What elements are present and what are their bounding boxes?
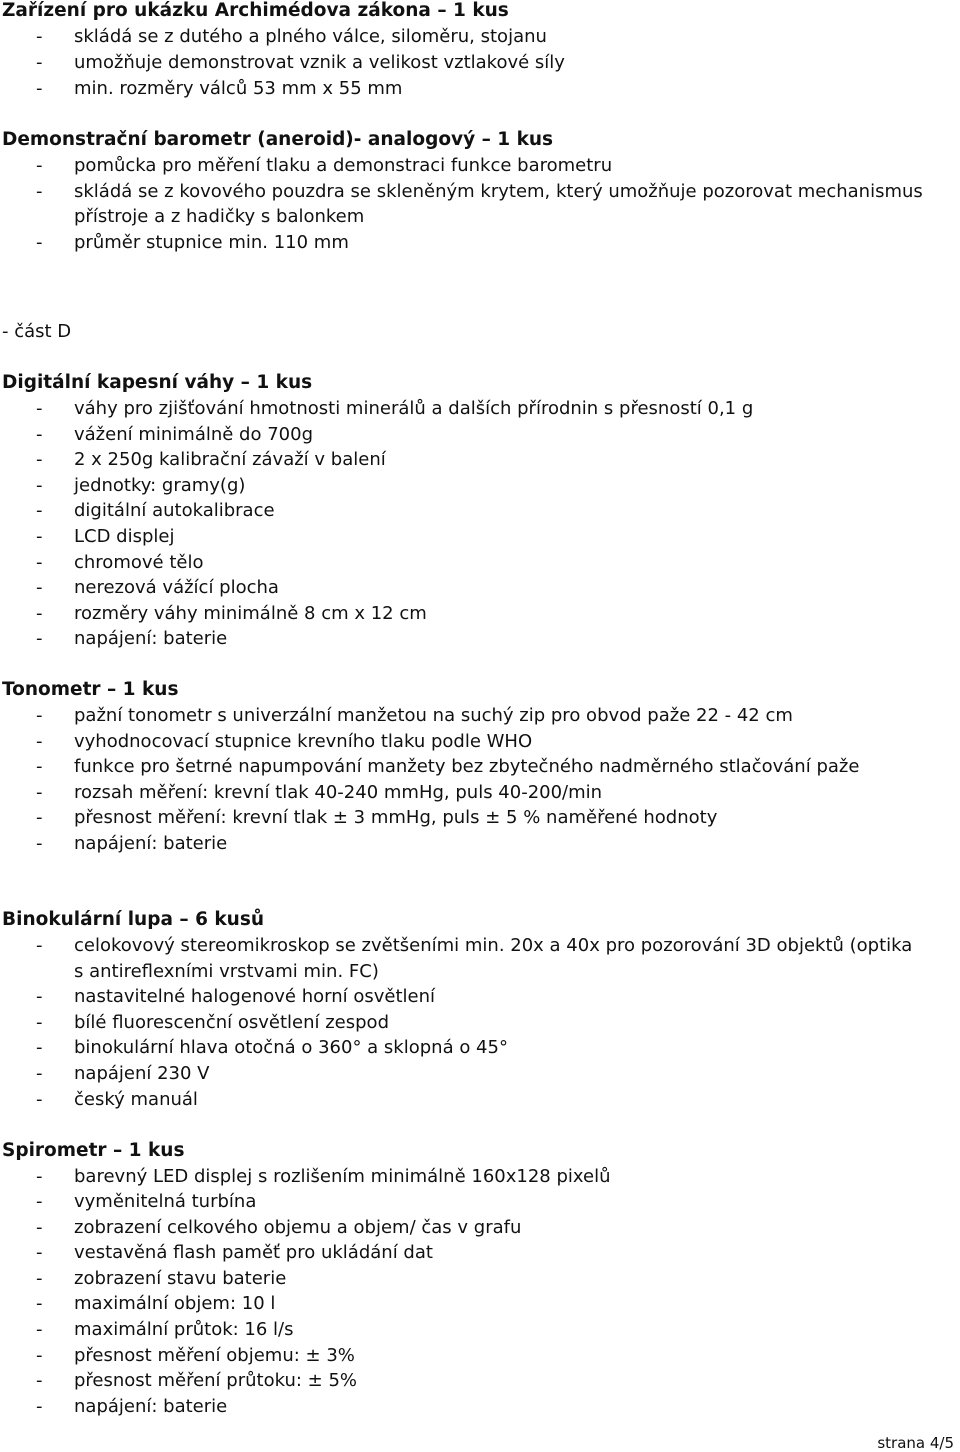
bullet-dash: - [36, 1396, 43, 1417]
bullet-dash: - [36, 1166, 43, 1187]
bullet-dash: - [36, 1268, 43, 1289]
section-heading-spirometr: Spirometr – 1 kus [2, 1140, 185, 1161]
bullet-dash: - [36, 449, 43, 470]
section-heading-barometr: Demonstrační barometr (aneroid)- analogový – 1 kus [2, 129, 554, 150]
bullet-dash: - [36, 181, 43, 202]
bullet-dash: - [36, 1370, 43, 1391]
bullet-dash: - [36, 1319, 43, 1340]
bullet-dash: - [36, 756, 43, 777]
bullet-dash: - [36, 526, 43, 547]
section-heading-lupa: Binokulární lupa – 6 kusů [2, 909, 265, 930]
section-heading-vahy: Digitální kapesní váhy – 1 kus [2, 372, 313, 393]
bullet-dash: - [36, 628, 43, 649]
section-heading-archimedes: Zařízení pro ukázku Archimédova zákona – 1 kus [2, 0, 509, 21]
bullet-dash: - [36, 155, 43, 176]
bullet-dash: - [36, 935, 43, 956]
bullet-dash: - [36, 705, 43, 726]
bullet-dash: - [36, 1191, 43, 1212]
bullet-dash: - [36, 1345, 43, 1366]
bullet-dash: - [36, 603, 43, 624]
bullet-dash: - [36, 475, 43, 496]
bullet-dash: - [36, 577, 43, 598]
bullet-dash: - [36, 52, 43, 73]
bullet-dash: - [36, 1063, 43, 1084]
list-item-continuation: přístroje a z hadičky s balonkem [74, 206, 365, 227]
bullet-dash: - [36, 26, 43, 47]
section-heading-tonometr: Tonometr – 1 kus [2, 679, 179, 700]
bullet-dash: - [36, 1293, 43, 1314]
part-label: - část D [2, 321, 72, 342]
bullet-dash: - [36, 986, 43, 1007]
bullet-dash: - [36, 552, 43, 573]
bullet-dash: - [36, 500, 43, 521]
bullet-dash: - [36, 1217, 43, 1238]
bullet-dash: - [36, 807, 43, 828]
document-page: Zařízení pro ukázku Archimédova zákona – 1 kus - skládá se z dutého a plného válce, siloměru, stojanu - umožňuje demonstrovat vznik a velikost vztlakové síly - min. rozměry válců 53 mm x 55 mm Demonstrační barometr (aneroid)- analogový – 1 kus - pomůcka pro měření tlaku a demonstraci funkce barometru - skládá se z kovového pouzdra se skleněným krytem, který umožňuje pozorovat mechanismus přístroje a z hadičky s balonkem - průměr stupnice min. 110 mm - část D Digitální kapesní váhy – 1 kus - váhy pro zjišťování hmotnosti minerálů a dalších přírodnin s přesností 0,1 g - vážení minimálně do 700g - 2 x 250g kalibrační závaží v balení - jednotky: gramy(g) - digitální autokalibrace - LCD displej - chromové tělo - nerezová vážící plocha - rozměry váhy minimálně 8 cm x 12 cm - napájení: baterie Tonometr – 1 kus - pažní tonometr s univerzální manžetou na suchý zip pro obvod paže 22 - 42 cm - vyhodnocovací stupnice krevního tlaku podle WHO - funkce pro šetrné napumpování manžety bez zbytečného nadměrného stlačování paže - rozsah měření: krevní tlak 40-240 mmHg, puls 40-200/min - přesnost měření: krevní tlak ± 3 mmHg, puls ± 5 % naměřené hodnoty - napájení: baterie Binokulární lupa – 6 kusů - celokovový stereomikroskop se zvětšeními min. 20x a 40x pro pozorování 3D objektů (optika s antireflexními vrstvami min. FC) - nastavitelné halogenové horní osvětlení - bílé fluorescenční osvětlení zespod - binokulární hlava otočná o 360° a sklopná o 45° - napájení 230 V - český manuál Spirometr – 1 kus - barevný LED displej s rozlišením minimálně 160x128 pixelů - vyměnitelná turbína - zobrazení celkového objemu a objem/ čas v grafu - vestavěná flash paměť pro ukládání dat - zobrazení stavu baterie - maximální objem: 10 l - maximální průtok: 16 l/s - přesnost měření objemu: ± 3% - přesnost měření průtoku: ± 5% - napájení: baterie strana 4/5 [2, 0, 954, 1452]
bullet-dash: - [36, 424, 43, 445]
bullet-dash: - [36, 232, 43, 253]
bullet-dash: - [36, 1037, 43, 1058]
page-number: strana 4/5 [877, 1434, 954, 1452]
bullet-dash: - [36, 1242, 43, 1263]
bullet-dash: - [36, 833, 43, 854]
list-item-continuation: s antireflexními vrstvami min. FC) [74, 961, 379, 982]
bullet-dash: - [36, 78, 43, 99]
bullet-dash: - [36, 398, 43, 419]
bullet-dash: - [36, 1012, 43, 1033]
bullet-dash: - [36, 782, 43, 803]
bullet-dash: - [36, 1089, 43, 1110]
bullet-dash: - [36, 731, 43, 752]
